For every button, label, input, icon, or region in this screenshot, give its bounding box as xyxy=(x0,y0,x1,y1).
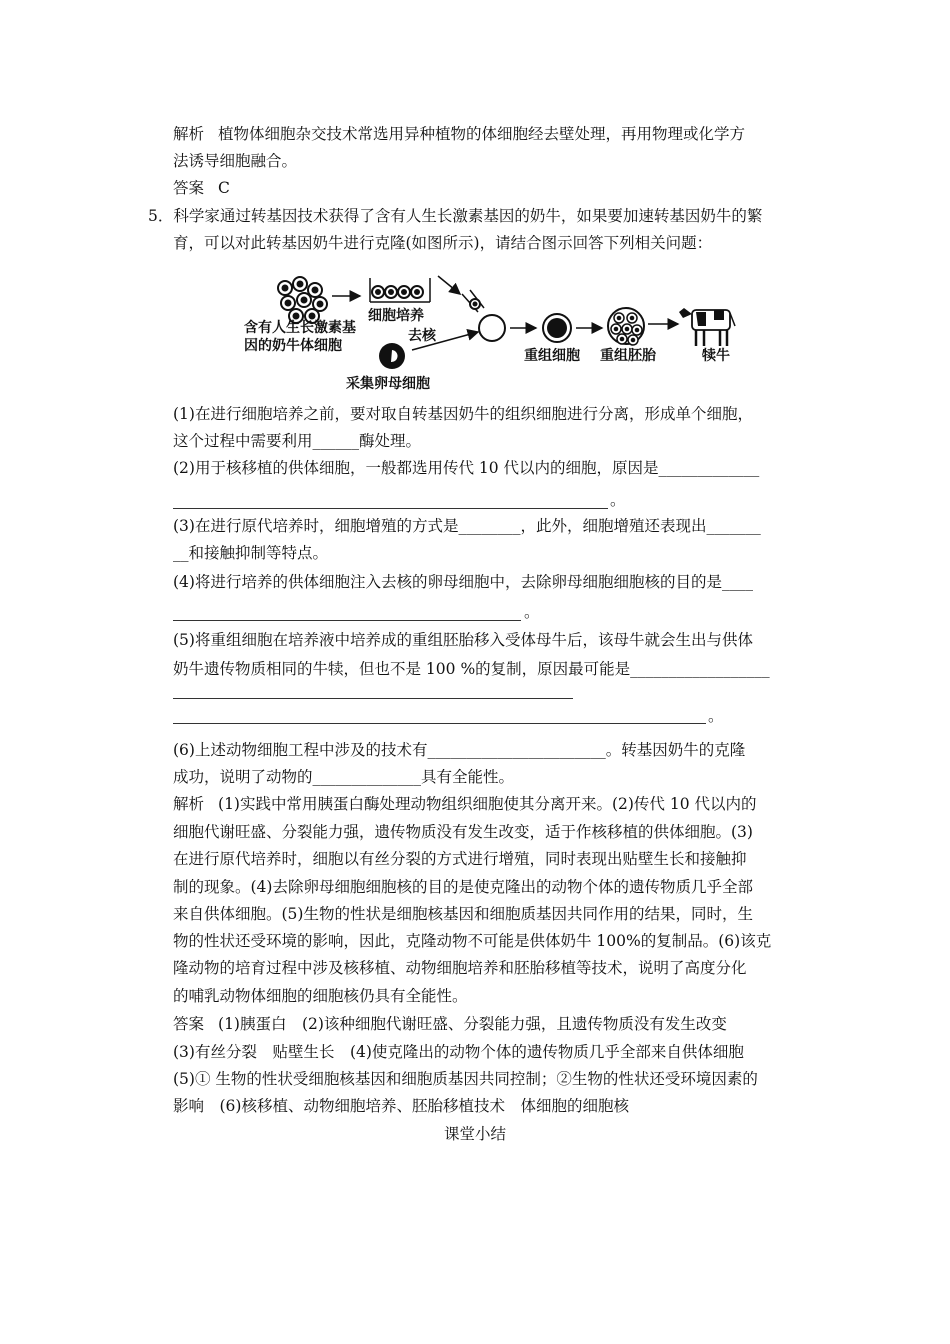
answer-label: 答案 xyxy=(173,179,205,197)
calf-label: 犊牛 xyxy=(702,348,730,364)
answer-blank-line xyxy=(173,698,573,699)
analysis-label: 解析 xyxy=(173,125,205,143)
calf-icon xyxy=(679,308,735,346)
section-title: 课堂小结 xyxy=(443,1125,506,1143)
somatic-cell-cluster xyxy=(278,277,327,323)
q5-part-6-line-1: (6)上述动物细胞工程中涉及的技术有_______________________。转基因奶牛的克隆 xyxy=(173,741,746,759)
analysis-5-line-6: 物的性状还受环境的影响，因此，克隆动物不可能是供体奶牛 100%的复制品。(6)该克 xyxy=(173,932,772,950)
injection-arrow xyxy=(438,276,460,294)
answer-value: C xyxy=(218,179,230,197)
answer-5-line-3: (5)① 生物的性状受细胞核基因和细胞质基因共同控制；②生物的性状还受环境因素的 xyxy=(173,1070,758,1088)
analysis-5-line-1: 解析 (1)实践中常用胰蛋白酶处理动物组织细胞使其分离开来。(2)传代 10 代以内的 xyxy=(173,795,757,813)
q5-part-3-line-1: (3)在进行原代培养时，细胞增殖的方式是________，此外，细胞增殖还表现出_______ xyxy=(173,517,761,535)
answer-blank-line xyxy=(173,723,706,724)
cell-culture-dish xyxy=(370,278,430,302)
recombinant-embryo-label: 重组胚胎 xyxy=(600,348,656,364)
q5-part-5-line-1: (5)将重组细胞在培养液中培养成的重组胚胎移入受体母牛后，该母牛就会生出与供体 xyxy=(173,631,753,649)
analysis-4-line-2: 法诱导细胞融合。 xyxy=(173,152,298,170)
q5-part-2-end: 。 xyxy=(610,491,626,509)
question-number: 5． xyxy=(148,207,174,225)
enucleate-label: 去核 xyxy=(408,328,436,344)
egg-cell-icon xyxy=(379,343,405,369)
egg-collection-label: 采集卵母细胞 xyxy=(346,376,430,392)
analysis-5-line-7: 隆动物的培育过程中涉及核移植、动物细胞培养和胚胎移植等技术，说明了高度分化 xyxy=(173,959,747,977)
analysis-5-line-2: 细胞代谢旺盛、分裂能力强，遗传物质没有发生改变，适于作核移植的供体细胞。(3) xyxy=(173,823,753,841)
q5-part-1-line-1: (1)在进行细胞培养之前，要对取自转基因奶牛的组织细胞进行分离，形成单个细胞， xyxy=(173,405,753,423)
analysis-5-line-8: 的哺乳动物体细胞的细胞核仍具有全能性。 xyxy=(173,987,468,1005)
question-5-stem-line-1: 5．科学家通过转基因技术获得了含有人生长激素基因的奶牛，如果要加速转基因奶牛的繁 xyxy=(148,207,763,225)
answer-blank-line xyxy=(173,508,608,509)
q5-part-1-line-2: 这个过程中需要利用______酶处理。 xyxy=(173,432,422,450)
q5-part-6-line-2: 成功，说明了动物的______________具有全能性。 xyxy=(173,768,515,786)
q5-part-5-end: 。 xyxy=(708,707,724,725)
q5-part-4-end: 。 xyxy=(524,603,540,621)
answer-label: 答案 xyxy=(173,1015,205,1033)
q5-part-4-line-1: (4)将进行培养的供体细胞注入去核的卵母细胞中，去除卵母细胞细胞核的目的是____ xyxy=(173,573,753,591)
analysis-label: 解析 xyxy=(173,795,205,813)
answer-5-line-1: 答案 (1)胰蛋白 (2)该种细胞代谢旺盛、分裂能力强，且遗传物质没有发生改变 xyxy=(173,1015,727,1033)
recombinant-cell-icon xyxy=(543,314,571,342)
q5-part-2-line-1: (2)用于核移植的供体细胞，一般都选用传代 10 代以内的细胞，原因是_____________ xyxy=(173,459,760,477)
analysis-5-line-4: 制的现象。(4)去除卵母细胞细胞核的目的是使克隆出的动物个体的遗传物质几乎全部 xyxy=(173,878,753,896)
q5-part-5-line-2: 奶牛遗传物质相同的牛犊，但也不是 100 %的复制，原因最可能是__________________ xyxy=(173,660,770,678)
answer-blank-line xyxy=(173,620,521,621)
answer-5-line-4: 影响 (6)核移植、动物细胞培养、胚胎移植技术 体细胞的细胞核 xyxy=(173,1097,629,1115)
cloning-process-diagram xyxy=(230,266,750,396)
analysis-5-line-3: 在进行原代培养时，细胞以有丝分裂的方式进行增殖，同时表现出贴壁生长和接触抑 xyxy=(173,850,747,868)
answer-5-line-2: (3)有丝分裂 贴壁生长 (4)使克隆出的动物个体的遗传物质几乎全部来自供体细胞 xyxy=(173,1043,744,1061)
recombinant-cell-label: 重组细胞 xyxy=(524,348,580,364)
source-cells-label-2: 因的奶牛体细胞 xyxy=(244,338,342,354)
answer-4 xyxy=(173,178,230,198)
micropipette xyxy=(462,290,484,312)
recombinant-embryo-icon xyxy=(608,308,644,345)
question-5-stem-line-2: 育，可以对此转基因奶牛进行克隆(如图所示)，请结合图示回答下列相关问题： xyxy=(173,234,713,252)
q5-part-3-line-2: __和接触抑制等特点。 xyxy=(173,544,329,562)
analysis-4-line-1: 解析 植物体细胞杂交技术常选用异种植物的体细胞经去壁处理，再用物理或化学方 xyxy=(173,125,746,143)
culture-label: 细胞培养 xyxy=(368,308,424,324)
source-cells-label-1: 含有人生长激素基 xyxy=(244,320,356,336)
enucleated-egg-icon xyxy=(479,315,505,341)
analysis-5-line-5: 来自供体细胞。(5)生物的性状是细胞核基因和细胞质基因共同作用的结果，同时，生 xyxy=(173,905,753,923)
